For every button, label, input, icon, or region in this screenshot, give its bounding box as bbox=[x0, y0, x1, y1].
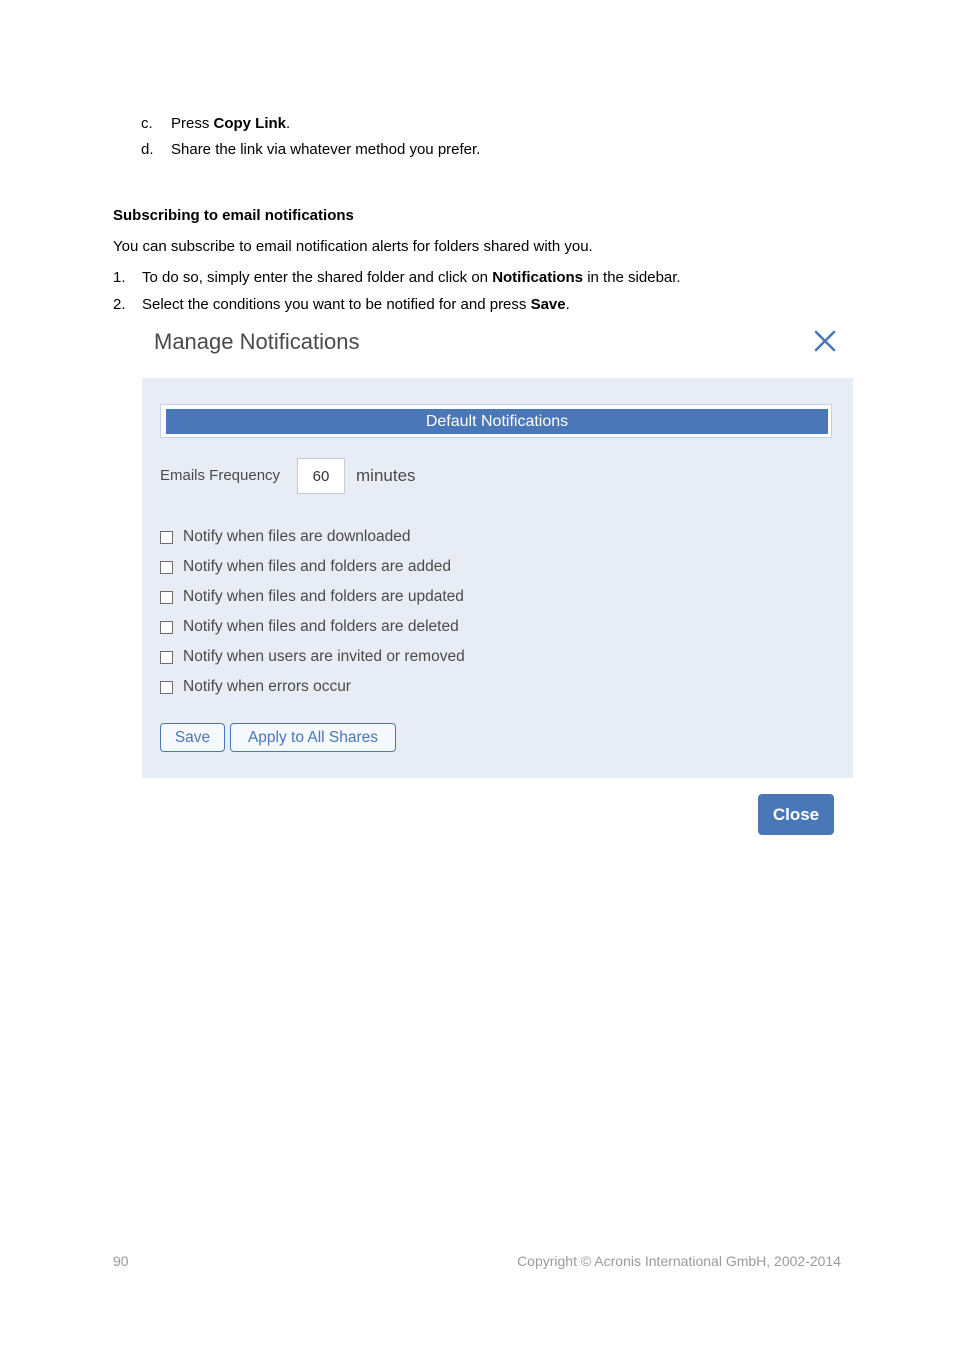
step-text: Select the conditions you want to be notified for and press bbox=[142, 296, 531, 313]
checkbox[interactable] bbox=[160, 651, 173, 664]
option-deleted[interactable] bbox=[160, 616, 459, 638]
option-label: Notify when errors occur bbox=[183, 678, 351, 695]
step-d bbox=[141, 140, 154, 160]
option-added[interactable] bbox=[160, 556, 451, 578]
step-bold: Copy Link bbox=[213, 115, 287, 132]
option-label: Notify when files and folders are added bbox=[183, 558, 451, 575]
option-label: Notify when files are downloaded bbox=[183, 528, 411, 545]
option-label: Notify when files and folders are deleted bbox=[183, 618, 459, 635]
apply-to-all-shares-button[interactable]: Apply to All Shares bbox=[230, 723, 396, 752]
step-bold: Save bbox=[530, 296, 566, 313]
frequency-label: Emails Frequency bbox=[160, 467, 281, 484]
section-heading: Subscribing to email notifications bbox=[113, 207, 354, 224]
step-1-text bbox=[142, 268, 681, 288]
notifications-panel bbox=[142, 378, 853, 778]
checkbox[interactable] bbox=[160, 531, 173, 544]
section-intro: You can subscribe to email notification alerts for folders shared with you. bbox=[113, 238, 593, 255]
step-1-marker: 1. bbox=[113, 269, 126, 286]
step-marker: c. bbox=[141, 115, 153, 132]
close-x-icon[interactable] bbox=[812, 328, 838, 354]
step-text: To do so, simply enter the shared folder and click on bbox=[142, 269, 493, 286]
step-text: Press bbox=[171, 115, 214, 132]
step-2-marker: 2. bbox=[113, 296, 126, 313]
step-c bbox=[141, 114, 153, 134]
save-button[interactable]: Save bbox=[160, 723, 225, 752]
option-label: Notify when files and folders are updated bbox=[183, 588, 464, 605]
close-button[interactable]: Close bbox=[758, 794, 834, 835]
step-text-end: in the sidebar. bbox=[583, 269, 681, 286]
step-text-end: . bbox=[286, 115, 291, 132]
option-label: Notify when users are invited or removed bbox=[183, 648, 465, 665]
dialog-title: Manage Notifications bbox=[154, 329, 360, 354]
frequency-input[interactable] bbox=[297, 458, 345, 494]
checkbox[interactable] bbox=[160, 621, 173, 634]
step-text-end: . bbox=[565, 296, 570, 313]
page-number: 90 bbox=[113, 1253, 129, 1269]
option-users[interactable] bbox=[160, 646, 465, 668]
option-errors[interactable] bbox=[160, 676, 351, 698]
step-c-text bbox=[171, 114, 290, 134]
step-marker: d. bbox=[141, 141, 154, 158]
step-2-text bbox=[142, 295, 570, 315]
tab-default-notifications[interactable]: Default Notifications bbox=[166, 409, 828, 434]
checkbox[interactable] bbox=[160, 681, 173, 694]
step-d-text: Share the link via whatever method you prefer. bbox=[171, 141, 481, 158]
checkbox[interactable] bbox=[160, 591, 173, 604]
option-updated[interactable] bbox=[160, 586, 464, 608]
checkbox[interactable] bbox=[160, 561, 173, 574]
frequency-unit: minutes bbox=[356, 466, 416, 485]
copyright: Copyright © Acronis International GmbH, 2002-2014 bbox=[517, 1253, 841, 1269]
option-downloaded[interactable] bbox=[160, 526, 410, 548]
step-bold: Notifications bbox=[492, 269, 584, 286]
